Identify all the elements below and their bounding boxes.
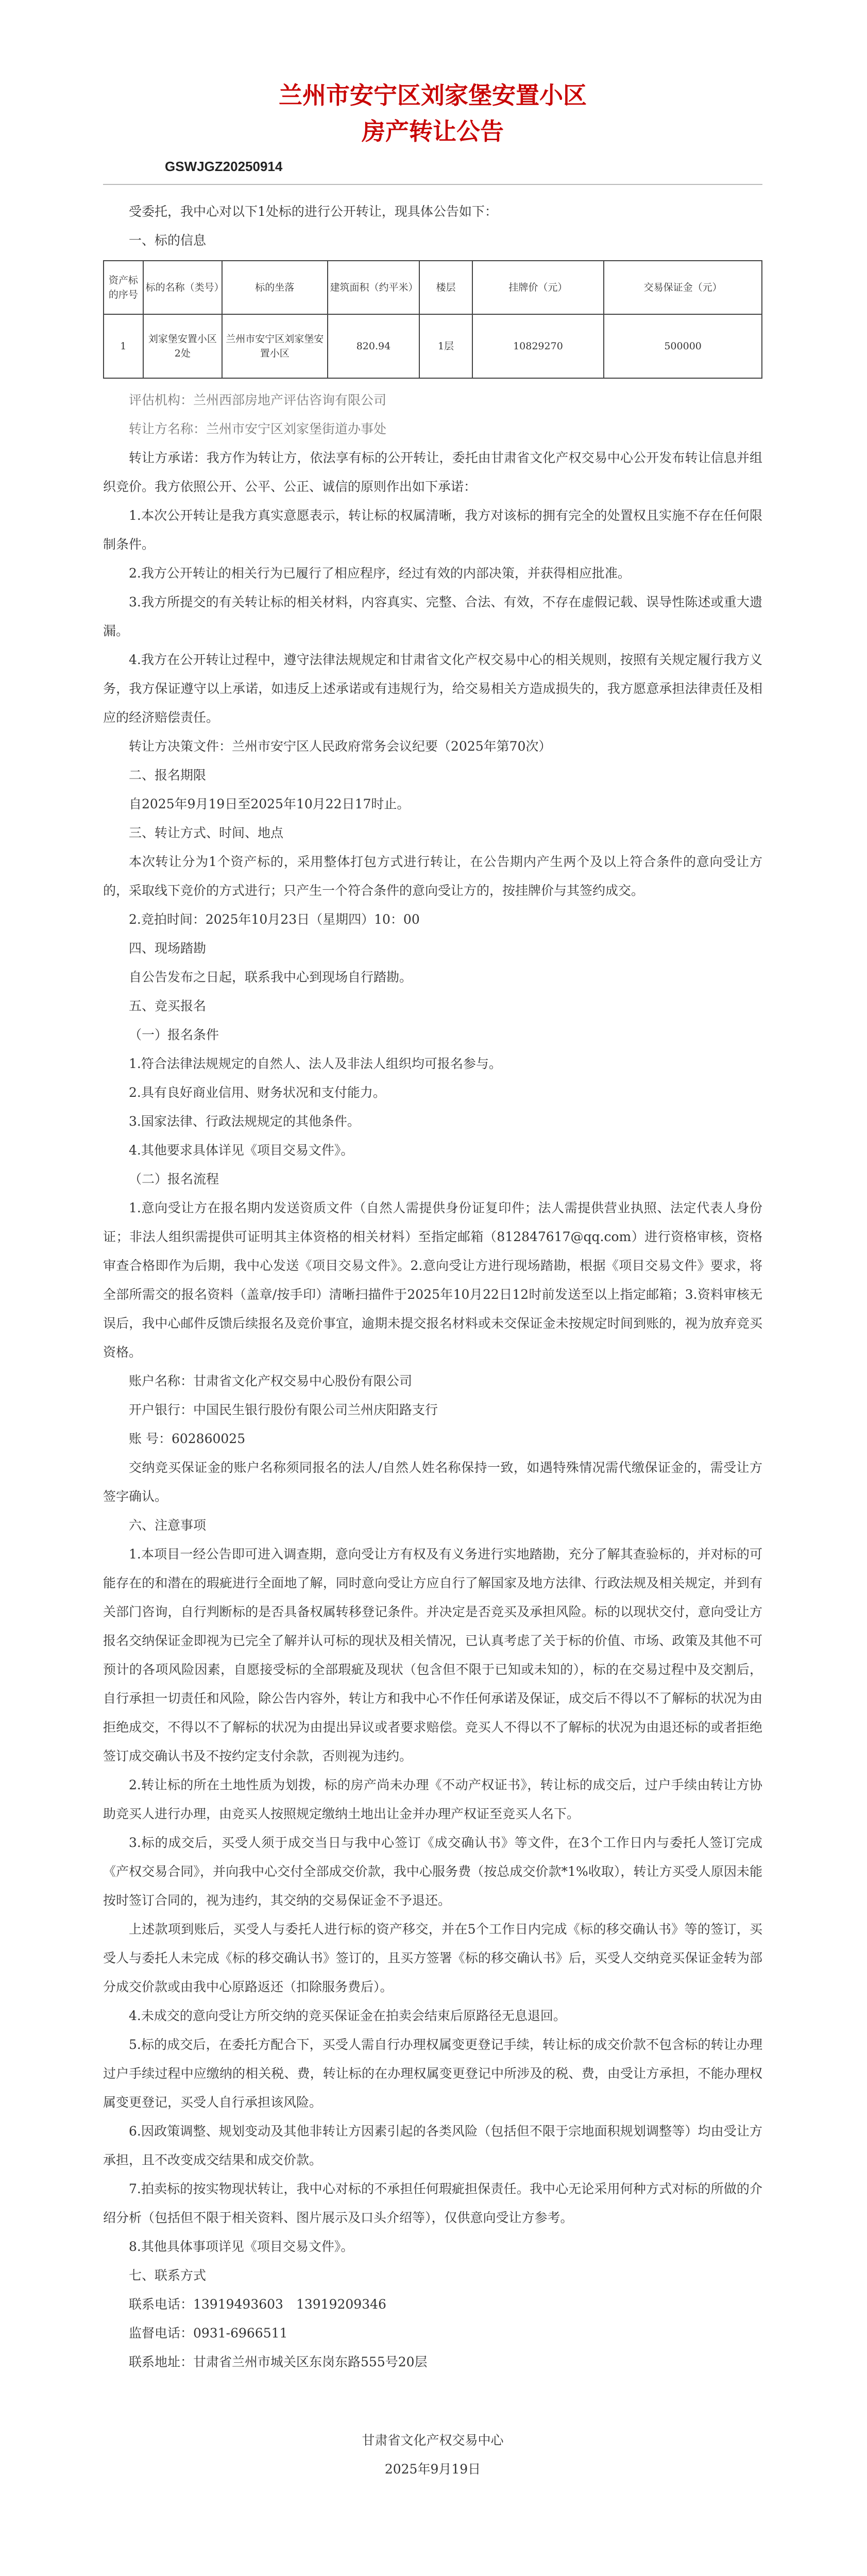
notice-item-6: 6.因政策调整、规划变动及其他非转让方因素引起的各类风险（包括但不限于宗地面积规划调整等）均由受让方承担，且不改变成交结果和成交价款。 [103,2124,762,2167]
cell-price: 10829270 [472,314,604,378]
cell-index: 1 [104,314,143,378]
bank-name: 开户银行：中国民生银行股份有限公司兰州庆阳路支行 [129,1402,438,1417]
undertaking-item-1: 1.本次公开转让是我方真实意愿表示，转让标的权属清晰，我方对该标的拥有完全的处置权且实施不存在任何限制条件。 [103,508,762,552]
asset-info-table [103,260,762,379]
contact-phone: 联系电话：13919493603 13919209346 [129,2297,386,2312]
section2-heading: 二、报名期限 [129,768,207,783]
intro-paragraph: 受委托，我中心对以下1处标的进行公开转让，现具体公告如下： [129,204,498,219]
account-name: 账户名称：甘肃省文化产权交易中心股份有限公司 [129,1374,413,1388]
notice-item-1: 1.本项目一经公告即可进入调查期，意向受让方有权及有义务进行实地踏勘，充分了解其查验标的，并对标的可能存在的和潜在的瑕疵进行全面地了解，同时意向受让方应自行了解国家及地方法律、行政法规及相关规定，并到有关部门咨询，自行判断标的是否具备权属转移登记条件。并决定是否竞买及承担风险。标的以现状交付，意向受让方报名交纳保证金即视为已完全了解并认可标的现状及相关情况，已认真考虑了关于标的价值、市场、政策及其他不可预计的各项风险因素，自愿接受标的全部瑕疵及现状（包含但不限于已知或未知的），标的在交易过程中及交割后，自行承担一切责任和风险，除公告内容外，转让方和我中心不作任何承诺及保证，成交后不得以不了解标的状况为由拒绝成交，不得以不了解标的状况为由提出异议或者要求赔偿。竞买人不得以不了解标的状况为由退还标的或者拒绝签订成交确认书及不按约定支付余款，否则视为违约。 [103,1547,762,1764]
table-row [104,314,762,378]
account-number: 账 号：602860025 [129,1431,246,1446]
col-header-floor: 楼层 [419,261,472,314]
announcement-body [103,77,762,2484]
deposit-note: 交纳竞买保证金的账户名称须同报名的法人/自然人姓名称保持一致，如遇特殊情况需代缴保证金的，需受让方签字确认。 [103,1460,762,1504]
transferor-line: 转让方名称：兰州市安宁区刘家堡街道办事处 [129,421,387,436]
issue-date: 2025年9月19日 [384,2462,481,2477]
title-line-1: 兰州市安宁区刘家堡安置小区 [279,81,587,109]
notice-item-3: 3.标的成交后，买受人须于成交当日与我中心签订《成交确认书》等文件，在3个工作日内与委托人签订完成《产权交易合同》，并向我中心交付全部成交价款，我中心服务费（按总成交价款*1%收取），转让方买受人原因未能按时签订合同的，视为违约，其交纳的交易保证金不予退还。 [103,1835,762,1908]
registration-process: 1.意向受让方在报名期内发送资质文件（自然人需提供身份证复印件；法人需提供营业执照、法定代表人身份证；非法人组织需提供可证明其主体资格的相关材料）至指定邮箱（812847617@qq.com）进行资格审核，资格审查合格即作为后期，我中心发送《项目交易文件》。2.意向受让方进行现场踏勘，根据《项目交易文件》要求，将全部所需交的报名资料（盖章/按手印）清晰扫描件于2025年10月22日12时前发送至以上指定邮箱；3.资料审核无误后，我中心邮件反馈后续报名及竞价事宜，逾期未提交报名材料或未交保证金未按规定时间到账的，视为放弃竞买资格。 [103,1200,762,1360]
auction-time: 2.竞拍时间：2025年10月23日（星期四）10：00 [129,912,420,927]
section6-heading: 六、注意事项 [129,1518,207,1533]
undertaking-intro: 转让方承诺：我方作为转让方，依法享有标的公开转让，委托由甘肃省文化产权交易中心公开发布转让信息并组织竞价。我方依照公开、公平、公正、诚信的原则作出如下承诺： [103,450,762,494]
appraiser-line: 评估机构：兰州西部房地产评估咨询有限公司 [129,393,387,408]
notice-item-8: 8.其他具体事项详见《项目交易文件》。 [129,2239,354,2254]
condition-item-4: 4.其他要求具体详见《项目交易文件》。 [129,1143,354,1158]
cell-area: 820.94 [328,314,420,378]
col-header-location: 标的坐落 [222,261,327,314]
site-inspection: 自公告发布之日起，联系我中心到现场自行踏勘。 [129,970,413,985]
notice-item-7: 7.拍卖标的按实物现状转让，我中心对标的不承担任何瑕疵担保责任。我中心无论采用何种方式对标的所做的介绍分析（包括但不限于相关资料、图片展示及口头介绍等），仅供意向受让方参考。 [103,2181,762,2225]
header-divider [103,184,762,185]
notice-item-3-continued: 上述款项到账后，买受人与委托人进行标的资产移交，并在5个工作日内完成《标的移交确认书》等的签订，买受人与委托人未完成《标的移交确认书》签订的，且买方签署《标的移交确认书》后，买受人交纳竞买保证金转为部分成交价款或由我中心原路返还（扣除服务费后）。 [103,1922,762,1994]
col-header-deposit: 交易保证金（元） [604,261,762,314]
section7-heading: 七、联系方式 [129,2268,207,2283]
col-header-price: 挂牌价（元） [472,261,604,314]
cell-deposit: 500000 [604,314,762,378]
document-number: GSWJGZ20250914 [165,159,283,174]
section1-heading: 一、标的信息 [129,233,207,248]
notice-item-4: 4.未成交的意向受让方所交纳的竞买保证金在拍卖会结束后原路径无息退回。 [129,2008,566,2023]
undertaking-item-4: 4.我方在公开转让过程中，遵守法律法规规定和甘肃省文化产权交易中心的相关规则，按照有关规定履行我方义务，我方保证遵守以上承诺，如违反上述承诺或有违规行为，给交易相关方造成损失的，我方愿意承担法律责任及相应的经济赔偿责任。 [103,652,762,725]
cell-floor: 1层 [419,314,472,378]
document-title [103,77,762,149]
col-header-name: 标的名称（类号） [143,261,222,314]
registration-period: 自2025年9月19日至2025年10月22日17时止。 [129,796,410,811]
condition-item-2: 2.具有良好商业信用、财务状况和支付能力。 [129,1085,386,1100]
contact-address: 联系地址：甘肃省兰州市城关区东岗东路555号20层 [129,2354,428,2369]
conditions-subheading: （一）报名条件 [129,1027,219,1042]
transfer-method: 本次转让分为1个资产标的，采用整体打包方式进行转让，在公告期内产生两个及以上符合条件的意向受让方的，采取线下竞价的方式进行；只产生一个符合条件的意向受让方的，按挂牌价与其签约成交。 [103,854,762,898]
issuing-organization: 甘肃省文化产权交易中心 [362,2433,504,2448]
condition-item-1: 1.符合法律法规规定的自然人、法人及非法人组织均可报名参与。 [129,1056,502,1071]
cell-location: 兰州市安宁区刘家堡安置小区 [222,314,327,378]
undertaking-item-3: 3.我方所提交的有关转让标的相关材料，内容真实、完整、合法、有效，不存在虚假记载、误导性陈述或重大遗漏。 [103,595,762,638]
col-header-index: 资产标的序号 [104,261,143,314]
process-subheading: （二）报名流程 [129,1172,219,1187]
section4-heading: 四、现场踏勘 [129,941,207,956]
title-line-2: 房产转让公告 [362,117,504,145]
undertaking-item-2: 2.我方公开转让的相关行为已履行了相应程序，经过有效的内部决策，并获得相应批准。 [129,566,631,581]
notice-item-2: 2.转让标的所在土地性质为划拨，标的房产尚未办理《不动产权证书》，转让标的成交后，过户手续由转让方协助竞买人进行办理，由竞买人按照规定缴纳土地出让金并办理产权证至竞买人名下。 [103,1777,762,1821]
decision-document: 转让方决策文件：兰州市安宁区人民政府常务会议纪要（2025年第70次） [129,739,552,754]
cell-name: 刘家堡安置小区2处 [143,314,222,378]
col-header-area: 建筑面积（约平米） [328,261,420,314]
condition-item-3: 3.国家法律、行政法规规定的其他条件。 [129,1114,360,1129]
signature-block [103,2426,762,2484]
table-header-row [104,261,762,314]
section5-heading: 五、竞买报名 [129,998,207,1013]
notice-item-5: 5.标的成交后，在委托方配合下，买受人需自行办理权属变更登记手续，转让标的成交价款不包含标的转让办理过户手续过程中应缴纳的相关税、费，转让标的在办理权属变更登记中所涉及的税、费，由受让方承担，不能办理权属变更登记，买受人自行承担该风险。 [103,2037,762,2110]
supervision-phone: 监督电话：0931-6966511 [129,2326,288,2341]
section3-heading: 三、转让方式、时间、地点 [129,825,284,840]
